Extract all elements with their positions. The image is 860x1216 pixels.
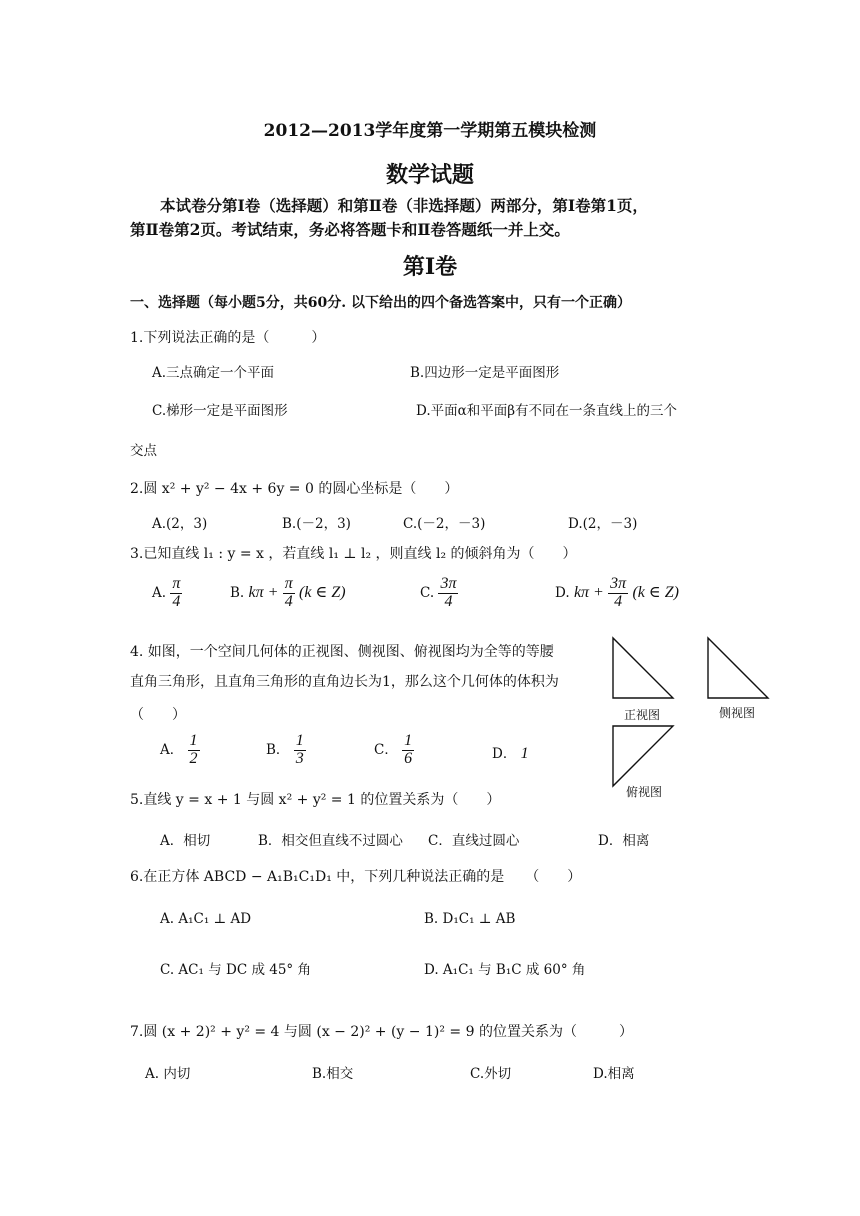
q3-option-b — [230, 576, 346, 611]
front-view-triangle — [613, 638, 673, 698]
q3-a-numerator: π — [172, 575, 181, 592]
q3-c-denominator: 4 — [444, 592, 453, 610]
q3-stem: 3.已知直线 l₁ : y = x ，若直线 l₁ ⊥ l₂ ，则直线 l₂ 的倾斜角为（ ） — [130, 546, 577, 562]
q6-option-d: D. A₁C₁ 与 B₁C 成 60° 角 — [424, 962, 586, 978]
subject-title: 数学试题 — [385, 162, 474, 188]
q3-b-prefix: kπ + — [248, 583, 279, 601]
q1-option-b: B.四边形一定是平面图形 — [410, 365, 560, 381]
q2-option-b: B.(－2，3) — [282, 516, 351, 532]
q1-option-a: A.三点确定一个平面 — [152, 365, 275, 381]
side-view-triangle — [708, 638, 768, 698]
q2-stem: 2.圆 x² + y² − 4x + 6y = 0 的圆心坐标是（ ） — [130, 481, 459, 497]
section-heading: 一、选择题（每小题5分，共60分. 以下给出的四个备选答案中，只有一个正确） — [130, 295, 631, 311]
q4-c-numerator: 1 — [404, 732, 413, 749]
q5-option-b: B．相交但直线不过圆心 — [258, 833, 403, 849]
q4-b-numerator: 1 — [295, 732, 304, 749]
q1-option-c: C.梯形一定是平面图形 — [152, 403, 288, 419]
q3-c-label: C. — [420, 584, 435, 601]
q4-c-label: C． — [374, 741, 398, 758]
top-view-triangle — [613, 726, 673, 786]
q6-option-a: A. A₁C₁ ⊥ AD — [160, 911, 252, 927]
intro-line-1: 本试卷分第Ⅰ卷（选择题）和第Ⅱ卷（非选择题）两部分，第Ⅰ卷第1页， — [160, 196, 648, 215]
q2-option-d: D.(2，－3) — [568, 516, 638, 532]
exam-title: 2012—2013学年度第一学期第五模块检测 — [263, 121, 597, 141]
q6-option-c: C. AC₁ 与 DC 成 45° 角 — [160, 962, 311, 978]
q4-c-fraction — [402, 733, 414, 768]
q1-option-d: D.平面α和平面β有不同在一条直线上的三个 — [416, 403, 678, 419]
q5-option-a: A．相切 — [160, 833, 211, 849]
q4-d-value: 1 — [520, 745, 529, 762]
q1-option-d-cont: 交点 — [130, 443, 157, 459]
q3-b-fraction — [283, 576, 295, 611]
q6-stem: 6.在正方体 ABCD − A₁B₁C₁D₁ 中，下列几种说法正确的是 （ ） — [130, 869, 582, 885]
q3-c-numerator: 3π — [440, 575, 457, 592]
q3-a-label: A. — [152, 584, 167, 601]
q3-d-label: D. — [555, 584, 570, 601]
q3-d-prefix: kπ + — [573, 583, 604, 601]
q3-d-denominator: 4 — [614, 592, 623, 610]
q3-a-fraction — [170, 576, 182, 611]
q3-option-a — [152, 576, 182, 611]
q4-option-a — [160, 733, 200, 768]
q3-b-denominator: 4 — [284, 592, 293, 610]
q2-option-c: C.(－2，－3) — [403, 516, 486, 532]
q6-option-b: B. D₁C₁ ⊥ AB — [424, 911, 516, 927]
top-view-caption: 俯视图 — [626, 785, 663, 799]
q4-b-fraction — [294, 733, 306, 768]
q7-option-d: D.相离 — [593, 1066, 635, 1082]
q4-a-label: A． — [160, 741, 184, 758]
q7-option-c: C.外切 — [470, 1066, 512, 1082]
q4-option-c — [374, 733, 414, 768]
q3-a-denominator: 4 — [172, 592, 181, 610]
intro-line-2: 第Ⅱ卷第2页。考试结束，务必将答题卡和Ⅱ卷答题纸一并上交。 — [130, 220, 570, 239]
q4-a-denominator: 2 — [189, 749, 198, 767]
q3-d-suffix: (k ∈ Z) — [632, 583, 679, 601]
q3-b-label: B. — [230, 584, 245, 601]
q5-option-c: C．直线过圆心 — [428, 833, 520, 849]
q4-d-label: D． — [492, 746, 517, 762]
q3-option-c — [420, 576, 458, 611]
q4-b-denominator: 3 — [295, 749, 304, 767]
q3-c-fraction — [438, 576, 458, 611]
side-view-caption: 侧视图 — [719, 706, 756, 720]
q4-line-1: 4. 如图，一个空间几何体的正视图、侧视图、俯视图均为全等的等腰 — [130, 644, 554, 660]
q3-d-fraction — [608, 576, 628, 611]
q4-option-d — [492, 742, 529, 763]
q4-a-fraction — [188, 733, 200, 768]
q4-b-label: B． — [266, 741, 290, 758]
q4-line-3: （ ） — [130, 707, 186, 723]
q4-a-numerator: 1 — [189, 732, 198, 749]
q3-d-numerator: 3π — [610, 575, 627, 592]
q7-option-b: B.相交 — [312, 1066, 354, 1082]
q4-c-denominator: 6 — [404, 749, 413, 767]
q5-stem: 5.直线 y = x + 1 与圆 x² + y² = 1 的位置关系为（ ） — [130, 792, 501, 808]
q1-stem: 1.下列说法正确的是（ ） — [130, 330, 326, 346]
q4-option-b — [266, 733, 306, 768]
q3-option-d — [555, 576, 679, 611]
q2-option-a: A.(2，3) — [152, 516, 208, 532]
q3-b-suffix: (k ∈ Z) — [299, 583, 346, 601]
front-view-caption: 正视图 — [624, 708, 661, 722]
q7-option-a: A. 内切 — [145, 1066, 191, 1082]
q7-stem: 7.圆 (x + 2)² + y² = 4 与圆 (x − 2)² + (y − 1)² = 9 的位置关系为（ ） — [130, 1024, 633, 1040]
q5-option-d: D．相离 — [598, 833, 650, 849]
part-title: 第Ⅰ卷 — [402, 254, 458, 280]
q4-line-2: 直角三角形，且直角三角形的直角边长为1，那么这个几何体的体积为 — [130, 674, 559, 690]
q3-b-numerator: π — [284, 575, 293, 592]
